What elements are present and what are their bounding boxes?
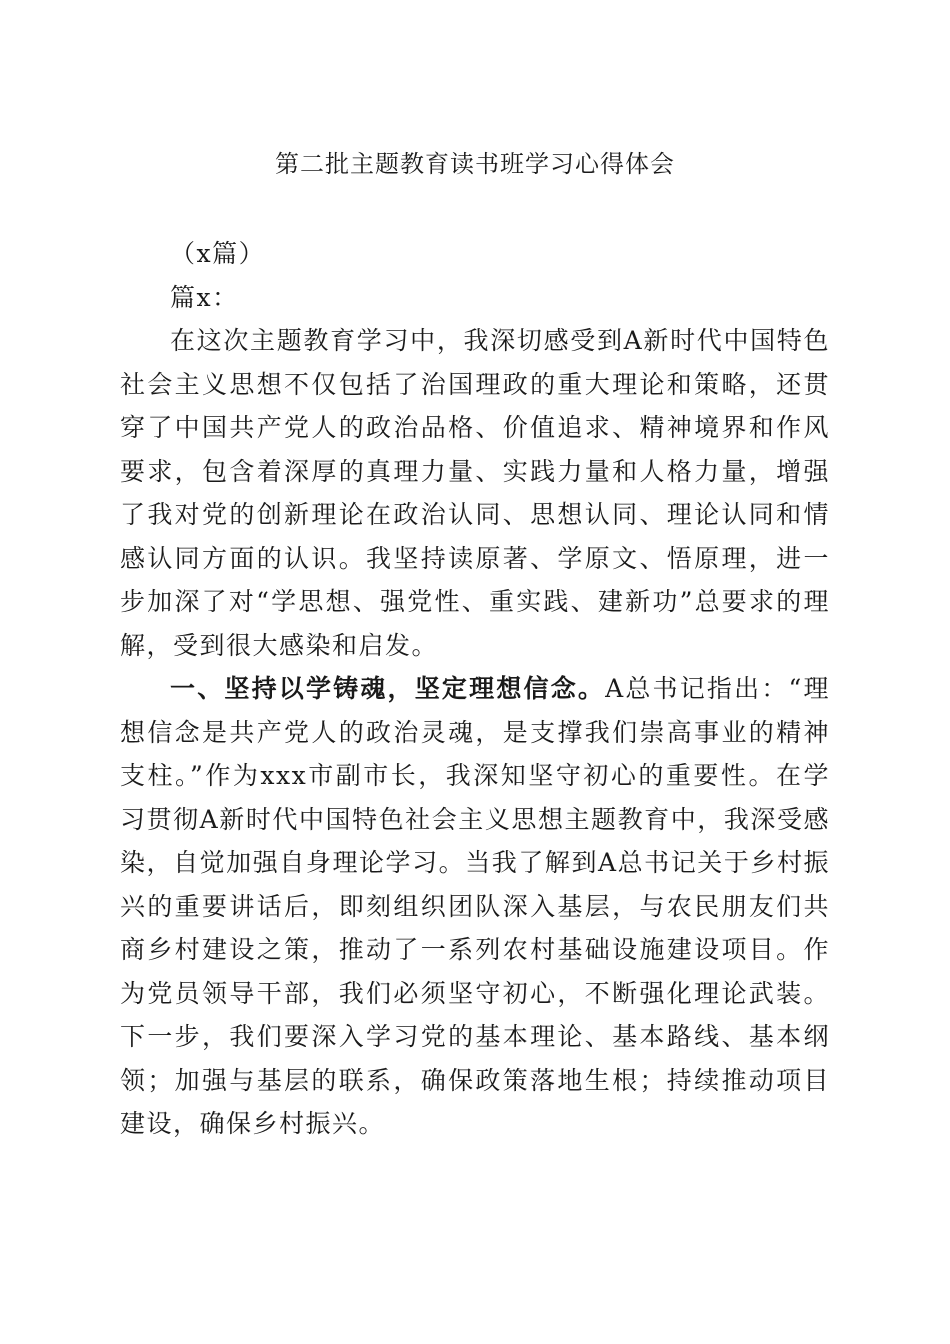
document-body [120, 232, 830, 1146]
count-note: （x篇） [170, 239, 266, 268]
article-label: 篇x： [170, 282, 239, 312]
intro-paragraph: 在这次主题教育学习中，我深切感受到A新时代中国特色社会主义思想不仅包括了治国理政的重大理论和策略，还贯穿了中国共产党人的政治品格、价值追求、精神境界和作风要求，包含着深厚的真理力量、实践力量和人格力量，增强了我对党的创新理论在政治认同、思想认同、理论认同和情感认同方面的认识。我坚持读原著、学原文、悟原理，进一步加深了对“学思想、强党性、重实践、建新功”总要求的理解，受到很大感染和启发。 [120, 326, 830, 660]
document-title: 第二批主题教育读书班学习心得体会 [275, 150, 675, 178]
section-1-body: A总书记指出：“理想信念是共产党人的政治灵魂，是支撑我们崇高事业的精神支柱。”作为xxx市副市长，我深知坚守初心的重要性。在学习贯彻A新时代中国特色社会主义思想主题教育中，我深受感染，自觉加强自身理论学习。当我了解到A总书记关于乡村振兴的重要讲话后，即刻组织团队深入基层，与农民朋友们共商乡村建设之策，推动了一系列农村基础设施建设项目。作为党员领导干部，我们必须坚守初心，不断强化理论武装。下一步，我们要深入学习党的基本理论、基本路线、基本纲领；加强与基层的联系，确保政策落地生根；持续推动项目建设，确保乡村振兴。 [120, 674, 830, 1138]
section-1-heading: 一、坚持以学铸魂，坚定理想信念。 [170, 674, 606, 703]
section-1-paragraph [120, 667, 830, 1146]
